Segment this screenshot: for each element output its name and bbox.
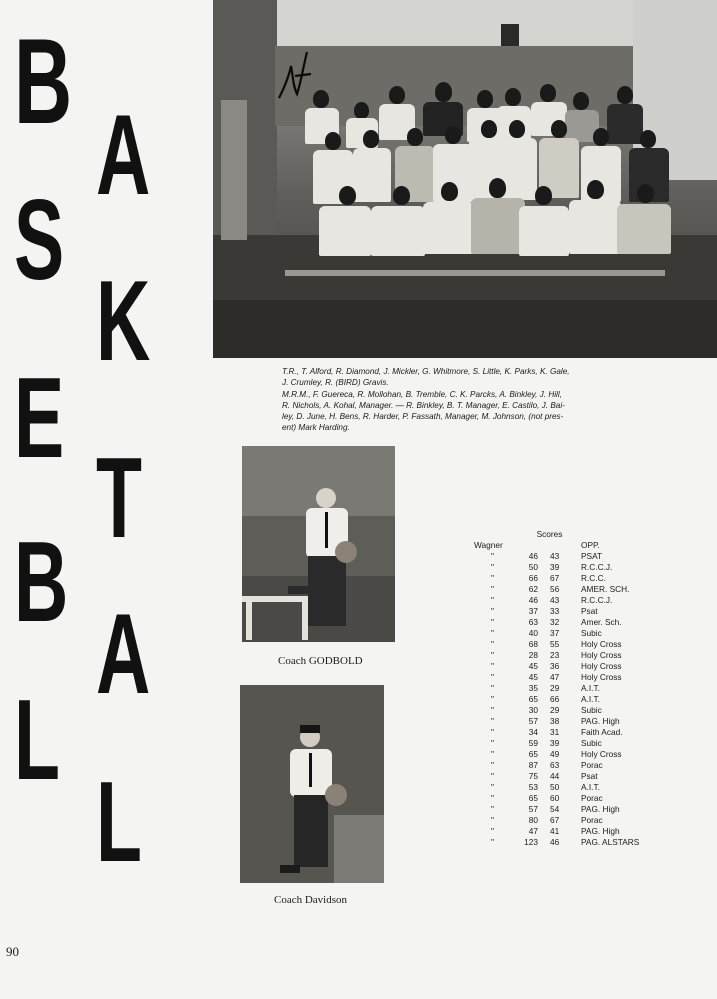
score-row (474, 727, 639, 738)
caption-line: M.R.M., F. Guereca, R. Mollohan, B. Tremble, C. K. Parcks, A. Binkley, J. Hill, (282, 389, 562, 399)
opponent-name: Psat (581, 771, 598, 781)
ditto-mark: " (491, 617, 494, 627)
wagner-score: 45 (528, 672, 538, 682)
wagner-score: 46 (528, 595, 538, 605)
ditto-mark: " (491, 716, 494, 726)
score-row (474, 551, 639, 562)
wagner-score: 57 (528, 804, 538, 814)
score-row (474, 804, 639, 815)
score-row (474, 606, 639, 617)
opponent-name: PSAT (581, 551, 603, 561)
opponent-column-header: OPP. (581, 540, 600, 550)
title-letter-t: T (96, 435, 142, 562)
ditto-mark: " (491, 606, 494, 616)
opponent-name: R.C.C. (581, 573, 606, 583)
ditto-mark: " (491, 793, 494, 803)
wagner-score: 62 (528, 584, 538, 594)
title-letter-b1: B (14, 13, 73, 149)
wagner-score: 47 (528, 826, 538, 836)
score-row (474, 617, 639, 628)
ditto-mark: " (491, 727, 494, 737)
score-row (474, 672, 639, 683)
opponent-score: 63 (550, 760, 560, 770)
opponent-name: Porac (581, 793, 603, 803)
title-letter-a1: A (96, 92, 151, 219)
wagner-score: 80 (528, 815, 538, 825)
ditto-mark: " (491, 738, 494, 748)
wagner-score: 34 (528, 727, 538, 737)
opponent-score: 46 (550, 837, 560, 847)
opponent-name: Subic (581, 628, 602, 638)
wagner-score: 63 (528, 617, 538, 627)
opponent-score: 43 (550, 551, 560, 561)
scores-heading-blank (581, 529, 639, 540)
score-row (474, 595, 639, 606)
opponent-name: A.I.T. (581, 782, 600, 792)
opponent-score: 44 (550, 771, 560, 781)
caption-line: ent) Mark Harding. (282, 423, 350, 433)
wagner-score: 53 (528, 782, 538, 792)
score-row (474, 628, 639, 639)
opponent-score: 38 (550, 716, 560, 726)
ditto-mark: " (491, 672, 494, 682)
opponent-score: 67 (550, 815, 560, 825)
caption-line: ley, D. June, H. Bens, R. Harder, P. Fassath, Manager, M. Johnson, (not pres- (282, 412, 564, 422)
opponent-score: 36 (550, 661, 560, 671)
score-row (474, 694, 639, 705)
wagner-score: 68 (528, 639, 538, 649)
opponent-score: 55 (550, 639, 560, 649)
wagner-score: 50 (528, 562, 538, 572)
ditto-mark: " (491, 826, 494, 836)
title-letter-b2: B (14, 519, 69, 646)
blank-header (518, 540, 546, 551)
opponent-score: 29 (550, 705, 560, 715)
title-letter-s: S (14, 177, 65, 304)
opponent-score: 31 (550, 727, 560, 737)
score-row (474, 584, 639, 595)
opponent-score: 50 (550, 782, 560, 792)
ditto-mark: " (491, 628, 494, 638)
opponent-score: 41 (550, 826, 560, 836)
score-row (474, 771, 639, 782)
ditto-mark: " (491, 639, 494, 649)
ditto-mark: " (491, 595, 494, 605)
opponent-score: 47 (550, 672, 560, 682)
score-row (474, 782, 639, 793)
opponent-name: R.C.C.J. (581, 595, 613, 605)
score-row (474, 826, 639, 837)
title-letter-e: E (14, 355, 65, 482)
coach-godbold-label: Coach GODBOLD (278, 655, 363, 667)
title-letter-l2: L (96, 759, 142, 886)
opponent-name: Holy Cross (581, 672, 622, 682)
team-photo (213, 0, 717, 358)
title-letter-l1: L (14, 677, 60, 804)
opponent-score: 56 (550, 584, 560, 594)
wagner-score: 40 (528, 628, 538, 638)
score-row (474, 573, 639, 584)
opponent-name: A.I.T. (581, 694, 600, 704)
wagner-score: 65 (528, 793, 538, 803)
scores-table (474, 529, 639, 848)
opponent-name: Subic (581, 705, 602, 715)
ditto-mark: " (491, 661, 494, 671)
coach-davidson-label: Coach Davidson (274, 894, 348, 906)
ditto-mark: " (491, 705, 494, 715)
opponent-score: 54 (550, 804, 560, 814)
opponent-name: Porac (581, 760, 603, 770)
wagner-score: 75 (528, 771, 538, 781)
scores-heading: Scores (536, 529, 563, 539)
wagner-score: 87 (528, 760, 538, 770)
opponent-name: Subic (581, 738, 602, 748)
opponent-score: 66 (550, 694, 560, 704)
ditto-mark: " (491, 584, 494, 594)
opponent-name: A.I.T. (581, 683, 600, 693)
score-row (474, 837, 639, 848)
ditto-mark: " (491, 815, 494, 825)
wagner-score: 28 (528, 650, 538, 660)
ditto-mark: " (491, 562, 494, 572)
page-number: 90 (6, 944, 19, 959)
opponent-name: Porac (581, 815, 603, 825)
ditto-mark: " (491, 749, 494, 759)
opponent-name: Holy Cross (581, 661, 622, 671)
blank-header (546, 540, 581, 551)
opponent-score: 43 (550, 595, 560, 605)
opponent-name: PAG. ALSTARS (581, 837, 640, 847)
ditto-mark: " (491, 771, 494, 781)
wagner-score: 57 (528, 716, 538, 726)
ditto-mark: " (491, 760, 494, 770)
score-row (474, 760, 639, 771)
score-row (474, 683, 639, 694)
score-row (474, 562, 639, 573)
score-row (474, 738, 639, 749)
opponent-name: Holy Cross (581, 749, 622, 759)
opponent-score: 49 (550, 749, 560, 759)
ditto-mark: " (491, 551, 494, 561)
coach-davidson-photo (240, 685, 384, 883)
wagner-score: 30 (528, 705, 538, 715)
team-photo-caption (282, 366, 662, 434)
wagner-score: 66 (528, 573, 538, 583)
ditto-mark: " (491, 683, 494, 693)
coach-davidson-illustration (240, 685, 384, 883)
opponent-score: 60 (550, 793, 560, 803)
ditto-mark: " (491, 650, 494, 660)
score-row (474, 705, 639, 716)
caption-line: T.R., T. Alford, R. Diamond, J. Mickler, G. Whitmore, S. Little, K. Parks, K. Gale, (282, 367, 570, 376)
ditto-mark: " (491, 804, 494, 814)
score-row (474, 661, 639, 672)
wagner-score: 35 (528, 683, 538, 693)
wagner-score: 65 (528, 694, 538, 704)
opponent-name: PAG. High (581, 826, 620, 836)
opponent-name: AMER. SCH. (581, 584, 630, 594)
coach-godbold-photo (242, 446, 395, 642)
score-row (474, 815, 639, 826)
opponent-name: Holy Cross (581, 639, 622, 649)
opponent-score: 37 (550, 628, 560, 638)
wagner-score: 45 (528, 661, 538, 671)
caption-line: J. Crumley, R. (BIRD) Gravis. (282, 378, 389, 388)
title-letter-k: K (96, 258, 151, 385)
opponent-score: 23 (550, 650, 560, 660)
wagner-score: 123 (524, 837, 538, 847)
opponent-score: 33 (550, 606, 560, 616)
opponent-name: PAG. High (581, 804, 620, 814)
scores-heading-blank (474, 529, 518, 540)
score-row (474, 716, 639, 727)
opponent-name: Psat (581, 606, 598, 616)
ditto-mark: " (491, 782, 494, 792)
score-row (474, 749, 639, 760)
opponent-name: Faith Acad. (581, 727, 623, 737)
score-row (474, 793, 639, 804)
opponent-name: Holy Cross (581, 650, 622, 660)
autograph-signature (275, 46, 315, 106)
opponent-score: 29 (550, 683, 560, 693)
title-letter-a2: A (96, 591, 151, 718)
ditto-mark: " (491, 837, 494, 847)
opponent-score: 32 (550, 617, 560, 627)
caption-line: R. Nichols, A. Kohal, Manager. — R. Binkley, B. T. Manager, E. Castilo, J. Bai- (282, 400, 565, 410)
wagner-score: 59 (528, 738, 538, 748)
opponent-score: 39 (550, 562, 560, 572)
score-row (474, 639, 639, 650)
opponent-name: Amer. Sch. (581, 617, 622, 627)
ditto-mark: " (491, 694, 494, 704)
opponent-name: PAG. High (581, 716, 620, 726)
coach-godbold-illustration (242, 446, 395, 642)
team-column-header: Wagner (474, 540, 503, 550)
wagner-score: 46 (528, 551, 538, 561)
opponent-score: 67 (550, 573, 560, 583)
opponent-score: 39 (550, 738, 560, 748)
score-row (474, 650, 639, 661)
opponent-name: R.C.C.J. (581, 562, 613, 572)
wagner-score: 37 (528, 606, 538, 616)
ditto-mark: " (491, 573, 494, 583)
score-rows (474, 551, 639, 848)
wagner-score: 65 (528, 749, 538, 759)
